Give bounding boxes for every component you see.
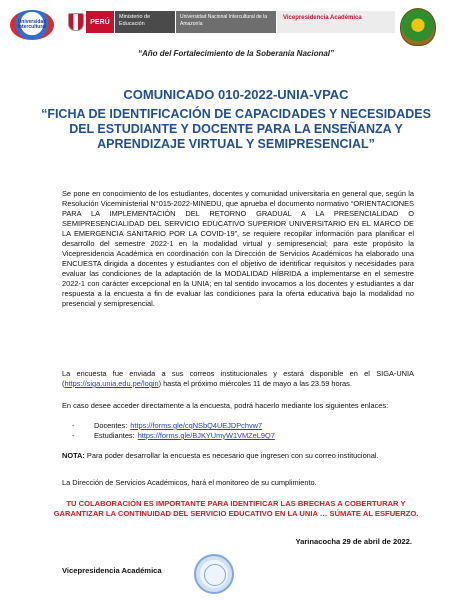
list-item <box>72 431 402 441</box>
note-text: Para poder desarrollar la encuesta es necesario que ingresen con su correo institucional. <box>84 451 379 460</box>
estudiantes-survey-link[interactable]: https://forms.gle/BJKYUmyW1VMZeL9Q7 <box>137 431 275 440</box>
official-stamp-icon <box>194 554 234 594</box>
unia-crest-icon <box>400 8 436 46</box>
minedu-label: Ministerio de Educación <box>115 11 175 33</box>
list-item <box>72 421 402 431</box>
left-logo-text: Universidad Intercultural <box>17 19 47 30</box>
peru-label: PERÚ <box>86 11 114 33</box>
call-to-action: TU COLABORACIÓN ES IMPORTANTE PARA IDENTIFICAR LAS BRECHAS A COBERTURAR Y GARANTIZAR LA CONTINUIDAD DEL SERVICIO EDUCATIVO EN LA UNIA … SÚMATE AL ESFUERZO. <box>53 499 419 518</box>
survey-text-before: La encuesta fue enviada a sus correos institucionales y estará disponible en el SIGA-UNIA ( <box>62 369 414 388</box>
letterhead <box>0 0 472 48</box>
communique-subtitle: “FICHA DE IDENTIFICACIÓN DE CAPACIDADES Y NECESIDADES DEL ESTUDIANTE Y DOCENTE PARA LA ENSEÑANZA Y APRENDIZAJE VIRTUAL Y SEMIPRESENCIAL” <box>41 107 431 151</box>
estudiantes-label: Estudiantes: <box>94 431 135 440</box>
stamp-inner-ring <box>204 564 226 586</box>
body-paragraph-survey <box>62 369 414 389</box>
communique-title: COMUNICADO 010-2022-UNIA-VPAC <box>123 87 349 102</box>
peru-shield-icon <box>68 13 84 31</box>
year-motto: “Año del Fortalecimiento de la Soberanía Nacional” <box>137 49 335 58</box>
bullet-dash: - <box>72 421 75 430</box>
body-paragraph-intro: Se pone en conocimiento de los estudiantes, docentes y comunidad universitaria en general que, según la Resolución Viceministerial N°015-2022-MINEDU, que aprueba el documento normativo “ORIENTACIONES PARA LA IMPLEMENTACIÓN DEL RETORNO GRADUAL A LA PRESENCIALIDAD O SEMIPRESENCIALIDAD DEL SERVICIO EDUCATIVO SUPERIOR UNIVERSITARIO EN EL MARCO DE LA EMERGENCIA SANITARIO POR LA COVID-19”, se requiere recopilar información para planificar el desarrollo del semestre 2022-1 en la modalidad virtual y semipresencial; para este propósito la Vicepresidencia Académica en coordinación con la Dirección de Servicios Académicos ha elaborado una ENCUESTA dirigida a docentes y estudiantes con el objetivo de identificar requisitos y necesidades para evaluar las condiciones de la adaptación de la MODALIDAD HÍBRIDA a implementarse en el semestre 2022-1 con carácter excepcional en la UNIA; en tal sentido invocamos a los docentes y estudiantes a dar respuesta a la encuesta a fin de evaluar las condiciones para la oferta educativa bajo la modalidad no presencial y semipresencial. <box>62 189 414 308</box>
bullet-dash: - <box>72 431 75 440</box>
signature-label: Vicepresidencia Académica <box>62 566 162 575</box>
survey-text-after: ) hasta el próximo miércoles 11 de mayo a las 23.59 horas. <box>158 379 352 388</box>
survey-links-list <box>72 421 402 441</box>
note-label: NOTA: <box>62 451 85 460</box>
date-line: Yarinacocha 29 de abril de 2022. <box>295 537 412 546</box>
office-label: Vicepresidencia Académica <box>277 11 395 33</box>
note-paragraph <box>62 451 414 461</box>
monitoring-paragraph: La Dirección de Servicios Académicos, hará el monitoreo de su cumplimiento. <box>62 478 317 487</box>
body-paragraph-links-intro: En caso desee acceder directamente a la encuesta, podrá hacerlo mediante los siguientes enlaces: <box>62 401 389 410</box>
docentes-label: Docentes: <box>94 421 128 430</box>
university-label: Universidad Nacional Intercultural de la Amazonía <box>176 11 276 33</box>
docentes-survey-link[interactable]: https://forms.gle/cqNSbQ4UEJDPchvw7 <box>130 421 263 430</box>
siga-login-link[interactable]: https://siga.unia.edu.pe/login <box>64 379 159 388</box>
